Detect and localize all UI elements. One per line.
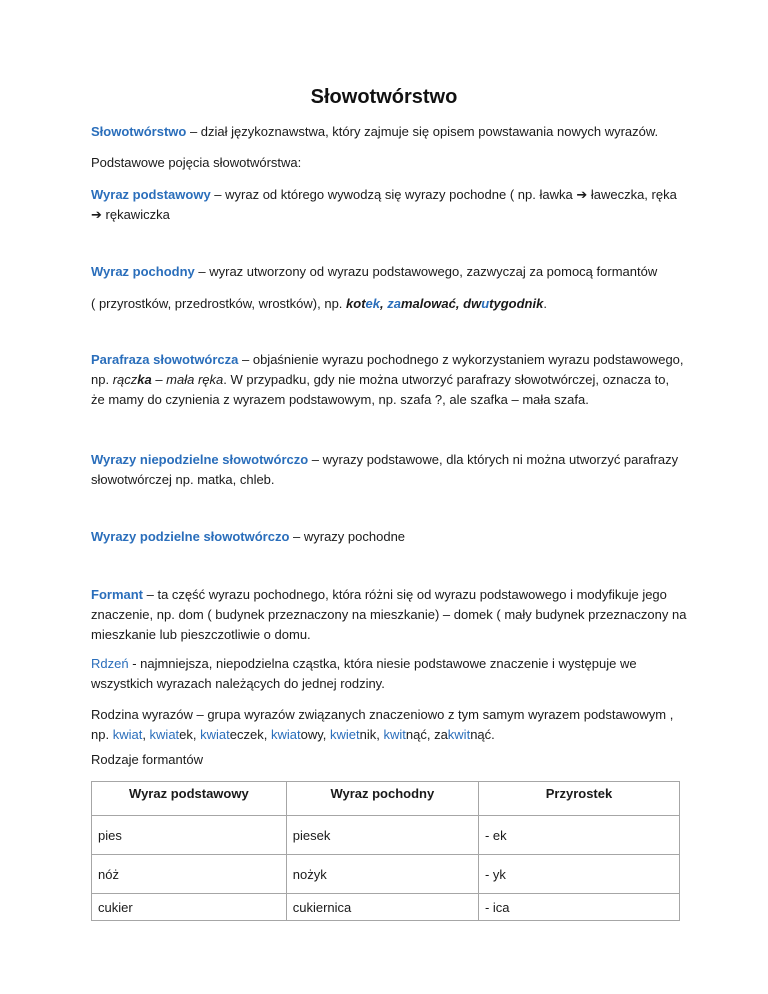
family-suffix: eczek bbox=[229, 727, 264, 742]
family-root: kwiat bbox=[200, 727, 230, 742]
wyraz-pochodny-examples bbox=[91, 294, 691, 314]
family-root: kwit bbox=[447, 727, 471, 742]
table-cell: - ek bbox=[478, 816, 679, 855]
example-formant: ka bbox=[137, 372, 152, 387]
example-formant: za bbox=[387, 296, 401, 311]
table-cell: nożyk bbox=[286, 855, 478, 894]
example-word: malować bbox=[400, 296, 456, 311]
table-cell: - yk bbox=[478, 855, 679, 894]
definition-text: ( przyrostków, przedrostków, wrostków), np. bbox=[91, 296, 347, 311]
definition-text: – wyrazy pochodne bbox=[289, 529, 406, 544]
term-formant: Formant bbox=[91, 587, 143, 602]
niepodzielne-paragraph bbox=[91, 450, 691, 490]
term-podzielne: Wyrazy podzielne słowotwórczo bbox=[91, 529, 290, 544]
term-wyraz-podstawowy: Wyraz podstawowy bbox=[91, 187, 211, 202]
table-cell: pies bbox=[92, 816, 287, 855]
family-root: kwiet bbox=[329, 727, 360, 742]
wyraz-pochodny-paragraph bbox=[91, 262, 691, 282]
separator: . bbox=[491, 727, 495, 742]
term-rdzen: Rdzeń bbox=[91, 656, 129, 671]
definition-text: – wyrazy podstawowe, dla których ni można utworzyć parafrazy bbox=[308, 452, 679, 467]
table-cell: piesek bbox=[286, 816, 478, 855]
example-word: dw bbox=[463, 296, 482, 311]
definition-text: – ta część wyrazu pochodnego, która różni się od wyrazu podstawowego i modyfikuje jego bbox=[143, 587, 667, 602]
table-cell: - ica bbox=[478, 894, 679, 921]
definition-text: . W przypadku, gdy nie można utworzyć parafrazy słowotwórczej, oznacza to, bbox=[223, 372, 670, 387]
separator: , bbox=[263, 727, 271, 742]
separator: , bbox=[142, 727, 150, 742]
family-root: kwiat bbox=[270, 727, 301, 742]
column-header: Przyrostek bbox=[478, 782, 679, 816]
table-cell: nóż bbox=[92, 855, 287, 894]
term-parafraza: Parafraza słowotwórcza bbox=[91, 352, 239, 367]
definition-text: – objaśnienie wyrazu pochodnego z wykorzystaniem wyrazu podstawowego, bbox=[238, 352, 684, 367]
family-suffix: ek bbox=[179, 727, 193, 742]
definition-text: np. bbox=[91, 727, 113, 742]
definition-text: słowotwórczej np. matka, chleb. bbox=[91, 472, 275, 487]
family-root: kwit bbox=[383, 727, 406, 742]
family-root: kwiat bbox=[112, 727, 143, 742]
formant-table bbox=[91, 781, 680, 921]
family-prefix: za bbox=[434, 727, 448, 742]
rdzen-paragraph bbox=[91, 654, 691, 694]
rodzaje-heading: Rodzaje formantów bbox=[91, 752, 203, 767]
parafraza-paragraph bbox=[91, 350, 691, 410]
term-wyraz-pochodny: Wyraz pochodny bbox=[91, 264, 195, 279]
definition-text: - najmniejsza, niepodzielna cząstka, która niesie podstawowe znaczenie i występuje we bbox=[128, 656, 637, 671]
definition-text: – wyraz od którego wywodzą się wyrazy pochodne ( np. ławka bbox=[210, 187, 577, 202]
example-word: tygodnik bbox=[489, 296, 544, 311]
separator: , bbox=[192, 727, 201, 742]
wyraz-podstawowy-paragraph bbox=[91, 185, 691, 225]
definition-text: – dział językoznawstwa, który zajmuje się opisem powstawania nowych wyrazów. bbox=[186, 124, 659, 139]
column-header: Wyraz podstawowy bbox=[92, 782, 287, 816]
example-formant: ek bbox=[365, 296, 380, 311]
table-header-row bbox=[92, 782, 680, 816]
family-suffix: nik bbox=[359, 727, 377, 742]
page-title: Słowotwórstwo bbox=[310, 86, 458, 108]
term-slowotworstwo: Słowotwórstwo bbox=[91, 124, 187, 139]
example-word: rącz bbox=[112, 372, 138, 387]
separator: . bbox=[543, 296, 547, 311]
table-cell: cukiernica bbox=[286, 894, 478, 921]
arrow-right-icon: ➔ bbox=[576, 187, 588, 202]
family-suffix: nąć bbox=[405, 727, 427, 742]
definition-text: – wyraz utworzony od wyrazu podstawowego, zazwyczaj za pomocą formantów bbox=[194, 264, 658, 279]
example-paraphrase: – mała ręka bbox=[151, 372, 224, 387]
definition-text: wszystkich wyrazach należących do jednej rodziny. bbox=[91, 676, 385, 691]
table-cell: cukier bbox=[92, 894, 287, 921]
term-niepodzielne: Wyrazy niepodzielne słowotwórczo bbox=[91, 452, 309, 467]
rodzina-paragraph bbox=[91, 705, 691, 745]
intro-paragraph: Podstawowe pojęcia słowotwórstwa: bbox=[91, 155, 302, 170]
table-row bbox=[92, 894, 680, 921]
family-suffix: owy bbox=[300, 727, 323, 742]
separator: , bbox=[322, 727, 330, 742]
definition-text: Rodzina wyrazów – grupa wyrazów związanych znaczeniowo z tym samym wyrazem podstawowym , bbox=[91, 707, 674, 722]
definition-paragraph bbox=[91, 122, 691, 142]
definition-text: mieszkanie lub pieszczotliwie o domu. bbox=[91, 627, 311, 642]
separator: , bbox=[455, 296, 464, 311]
table-row bbox=[92, 855, 680, 894]
definition-text: że mamy do czynienia z wyrazem podstawowym, np. szafa ?, ale szafka – mała szafa. bbox=[91, 392, 589, 407]
family-root: kwiat bbox=[149, 727, 180, 742]
definition-text: ławeczka, ręka bbox=[587, 187, 677, 202]
definition-text: np. bbox=[91, 372, 113, 387]
definition-text: znaczenie, np. dom ( budynek przeznaczony na mieszkanie) – domek ( mały budynek przeznaczony na bbox=[91, 607, 687, 622]
arrow-right-icon: ➔ bbox=[91, 207, 102, 222]
separator: , bbox=[426, 727, 435, 742]
table-row bbox=[92, 816, 680, 855]
podzielne-paragraph bbox=[91, 527, 691, 547]
separator: , bbox=[376, 727, 384, 742]
formant-paragraph bbox=[91, 585, 691, 645]
example-word: kot bbox=[346, 296, 366, 311]
definition-text: rękawiczka bbox=[101, 207, 170, 222]
family-suffix: nąć bbox=[470, 727, 492, 742]
column-header: Wyraz pochodny bbox=[286, 782, 478, 816]
separator: , bbox=[380, 296, 388, 311]
example-formant: u bbox=[481, 296, 490, 311]
